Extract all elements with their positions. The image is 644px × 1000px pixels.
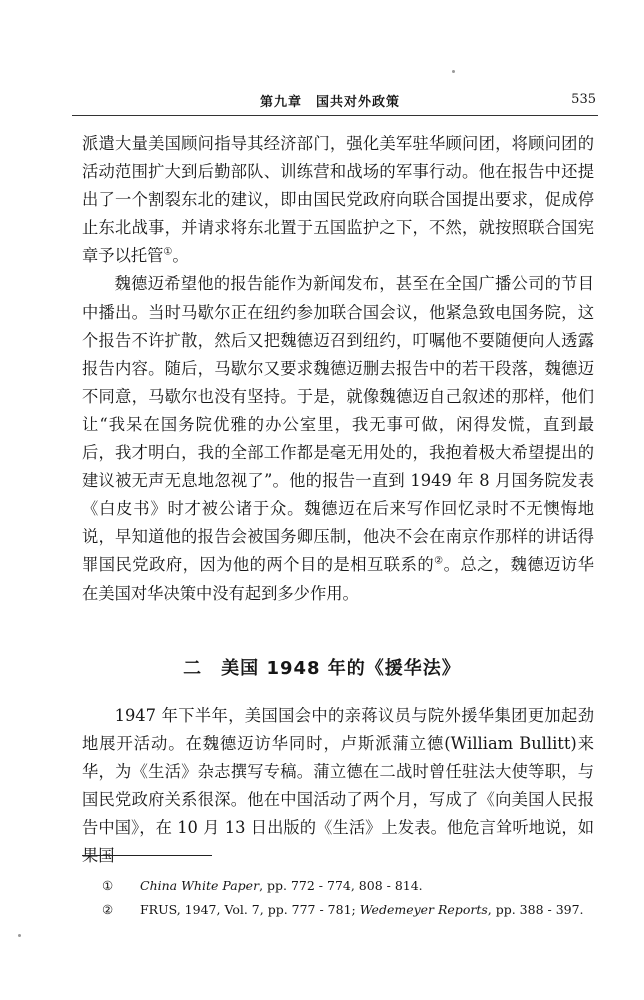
paragraph-1-end: 。 [172, 246, 189, 266]
footnote-1-mark: ① [102, 878, 114, 893]
footnote-1 [102, 874, 582, 898]
section-heading: 二 美国 1948 年的《援华法》 [183, 658, 461, 679]
footnote-rule [82, 855, 212, 856]
body-text [82, 130, 594, 608]
footnote-2-mark: ② [102, 902, 114, 917]
paragraph-1-text: 派遣大量美国顾问指导其经济部门，强化美军驻华顾问团，将顾问团的活动范围扩大到后勤部队、训练营和战场的军事行动。他在报告中还提出了一个割裂东北的建议，即由国民党政府向联合国提出要求，促成停止东北战事，并请求将东北置于五国监护之下，不然，就按照联合国宪章予以托管 [82, 134, 594, 266]
chapter-title: 第九章 国共对外政策 [260, 95, 401, 110]
page-number: 535 [571, 92, 596, 107]
header-rule [72, 115, 598, 116]
body-text-2 [82, 702, 594, 871]
footnote-ref-1[interactable]: ① [163, 246, 173, 258]
footnotes [102, 874, 582, 922]
footnote-2-source: FRUS, 1947, Vol. 7, pp. 777 - 781; [140, 902, 360, 917]
footnote-2-pages: , pp. 388 - 397. [487, 902, 584, 917]
paragraph-2-text: 魏德迈希望他的报告能作为新闻发布，甚至在全国广播公司的节目中播出。当时马歇尔正在纽约参加联合国会议，他紧急致电国务院，这个报告不许扩散，然后又把魏德迈召到纽约，叮嘱他不要随便向人透露报告内容。随后，马歇尔又要求魏德迈删去报告中的若干段落，魏德迈不同意，马歇尔也没有坚持。于是，就像魏德迈自己叙述的那样，他们让“我呆在国务院优雅的办公室里，我无事可做，闲得发慌，直到最后，我才明白，我的全部工作都是毫无用处的，我抱着极大希望提出的建议被无声无息地忽视了”。他的报告一直到 1949 年 8 月国务院发表《白皮书》时才被公诸于众。魏德迈在后来写作回忆录时不无懊悔地说，早知道他的报告会被国务卿压制，他决不会在南京作那样的讲话得罪国民党政府，因为他的两个目的是相互联系的 [82, 274, 594, 575]
scan-speck [18, 934, 21, 937]
footnote-1-pages: , pp. 772 - 774, 808 - 814. [259, 878, 423, 893]
footnote-2-title: Wedemeyer Reports [359, 902, 488, 917]
scan-speck [452, 70, 455, 73]
paragraph-1 [82, 130, 594, 270]
footnote-2 [102, 898, 582, 922]
footnote-1-title: China White Paper [140, 878, 260, 893]
paragraph-2-end: 。总之，魏德迈访华在美国对华决策中没有起到多少作用。 [82, 555, 594, 603]
running-head [72, 89, 598, 115]
paragraph-3: 1947 年下半年，美国国会中的亲蒋议员与院外援华集团更加起劲地展开活动。在魏德迈访华同时，卢斯派蒲立德(William Bullitt)来华，为《生活》杂志撰写专稿。蒲立德在二战时曾任驻法大使等职，与国民党政府关系很深。他在中国活动了两个月，写成了《向美国人民报告中国》，在 10 月 13 日出版的《生活》上发表。他危言耸听地说，如果国 [82, 706, 594, 866]
paragraph-2 [82, 270, 594, 607]
footnote-ref-2[interactable]: ② [434, 555, 444, 567]
